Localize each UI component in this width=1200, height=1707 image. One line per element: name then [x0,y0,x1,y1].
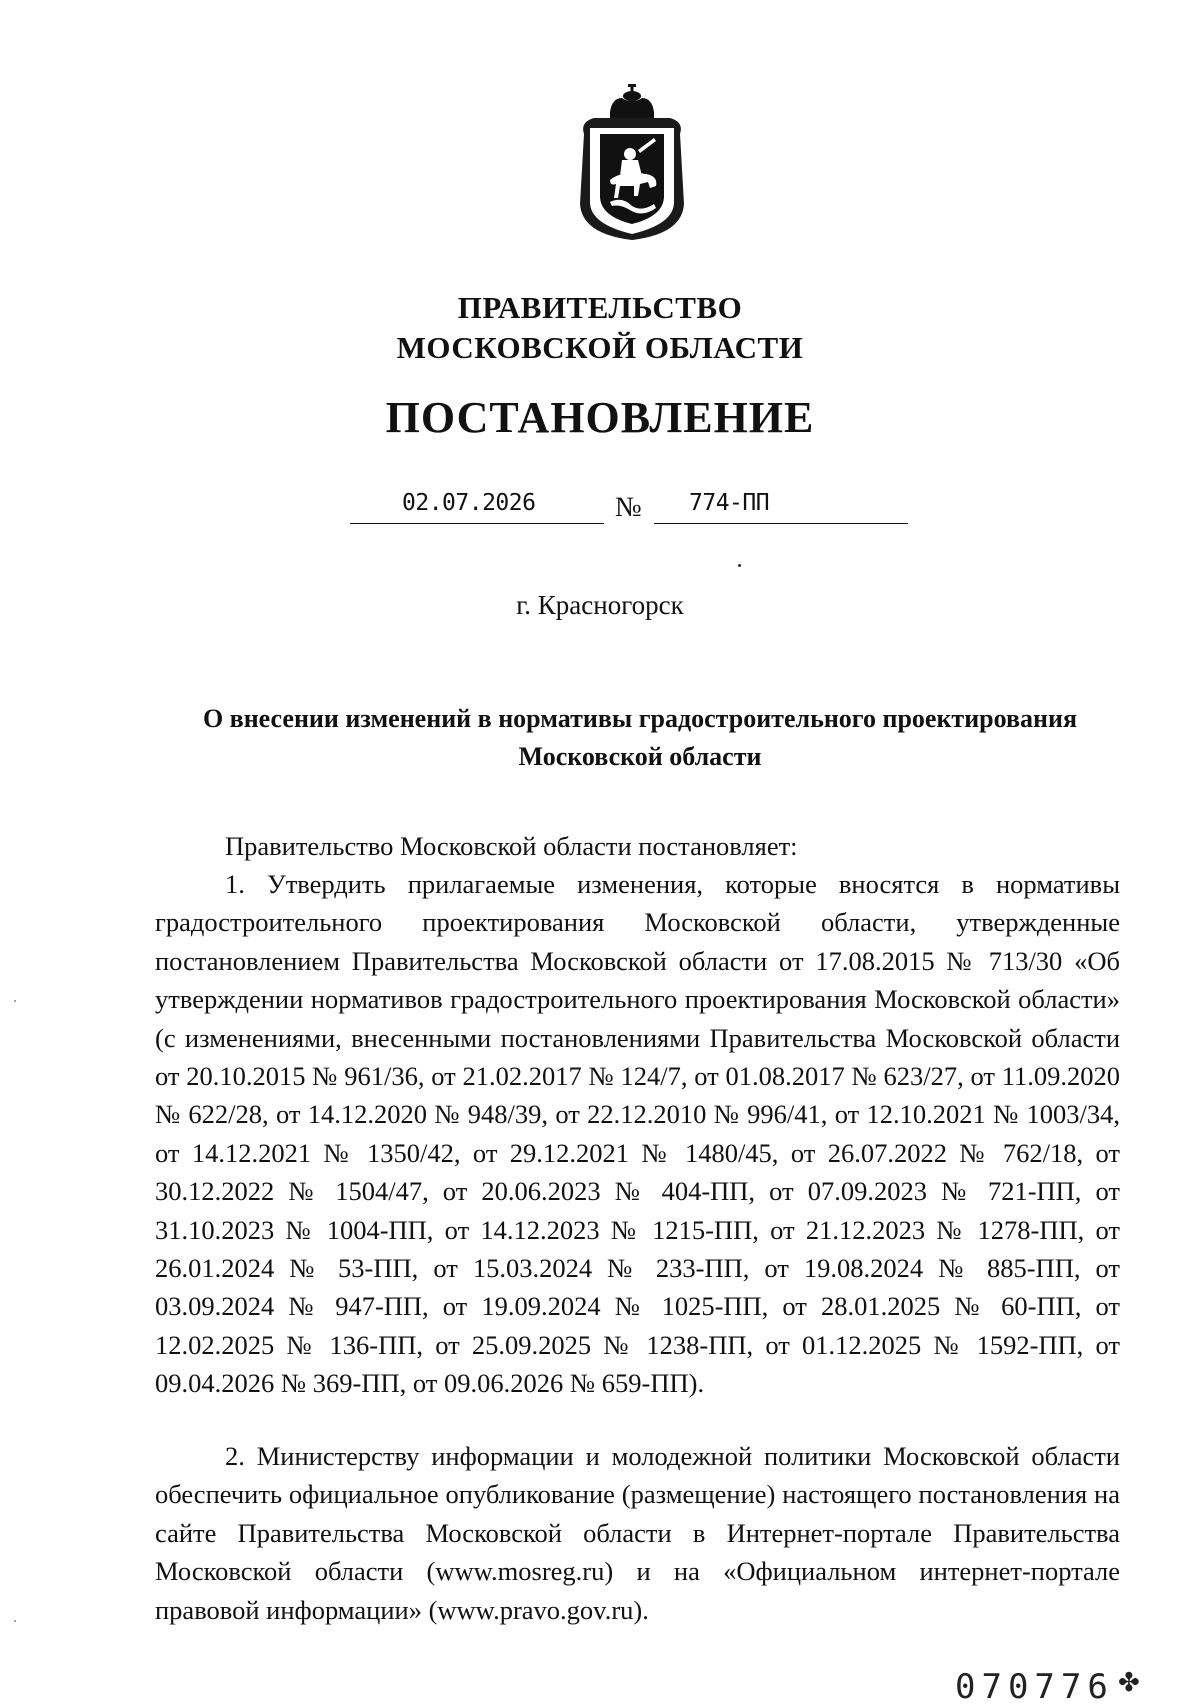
government-name-line1: ПРАВИТЕЛЬСТВО [457,290,743,325]
scan-speck [14,1620,16,1622]
government-name-line2: МОСКОВСКОЙ ОБЛАСТИ [396,330,804,365]
preamble: Правительство Московской области постановляет: [225,831,798,861]
number-sign: № [615,492,642,523]
ornament-mark-icon: ✤ [1118,1668,1140,1697]
scan-dot [738,564,741,567]
date-underline [350,523,604,524]
moscow-oblast-coat-of-arms-icon [570,84,694,242]
decree-subject: О внесении изменений в нормативы градостроительного проектирования Московской области [202,704,1078,771]
number-underline [654,523,908,524]
city-of-issue: г. Красногорск [516,590,684,620]
decree-number: 774-ПП [689,490,770,516]
paragraph-2: 2. Министерству информации и молодежной политики Московской области обеспечить официальное опубликование (размещение) настоящего постановления на сайте Правительства Московской области в Интернет-портале Правительства Московской области (www.mosreg.ru) и на «Официальном интернет-портале правовой информации» (www.pravo.gov.ru). [155,1441,1120,1625]
form-serial-number: 070776 [955,1667,1114,1707]
scan-speck [14,1000,16,1002]
document-type-title: ПОСТАНОВЛЕНИЕ [385,393,815,442]
paragraph-1: 1. Утвердить прилагаемые изменения, которые вносятся в нормативы градостроительного проектирования Московской области, утвержденные постановлением Правительства Московской области от 17.08.2015 № 713/30 «Об утверждении нормативов градостроительного проектирования Московской области» (с изменениями, внесенными постановлениями Правительства Московской области от 20.10.2015 № 961/36, от 21.02.2017 № 124/7, от 01.08.2017 № 623/27, от 11.09.2020 № 622/28, от 14.12.2020 № 948/39, от 22.12.2010 № 996/41, от 12.10.2021 № 1003/34, от 14.12.2021 № 1350/42, от 29.12.2021 № 1480/45, от 26.07.2022 № 762/18, от 30.12.2022 № 1504/47, от 20.06.2023 № 404-ПП, от 07.09.2023 № 721-ПП, от 31.10.2023 № 1004-ПП, от 14.12.2023 № 1215-ПП, от 21.12.2023 № 1278-ПП, от 26.01.2024 № 53-ПП, от 15.03.2024 № 233-ПП, от 19.08.2024 № 885-ПП, от 03.09.2024 № 947-ПП, от 19.09.2024 № 1025-ПП, от 28.01.2025 № 60-ПП, от 12.02.2025 № 136-ПП, от 25.09.2025 № 1238-ПП, от 01.12.2025 № 1592-ПП, от 09.04.2026 № 369-ПП, от 09.06.2026 № 659-ПП). [155,869,1120,1399]
decree-date: 02.07.2026 [402,490,536,516]
